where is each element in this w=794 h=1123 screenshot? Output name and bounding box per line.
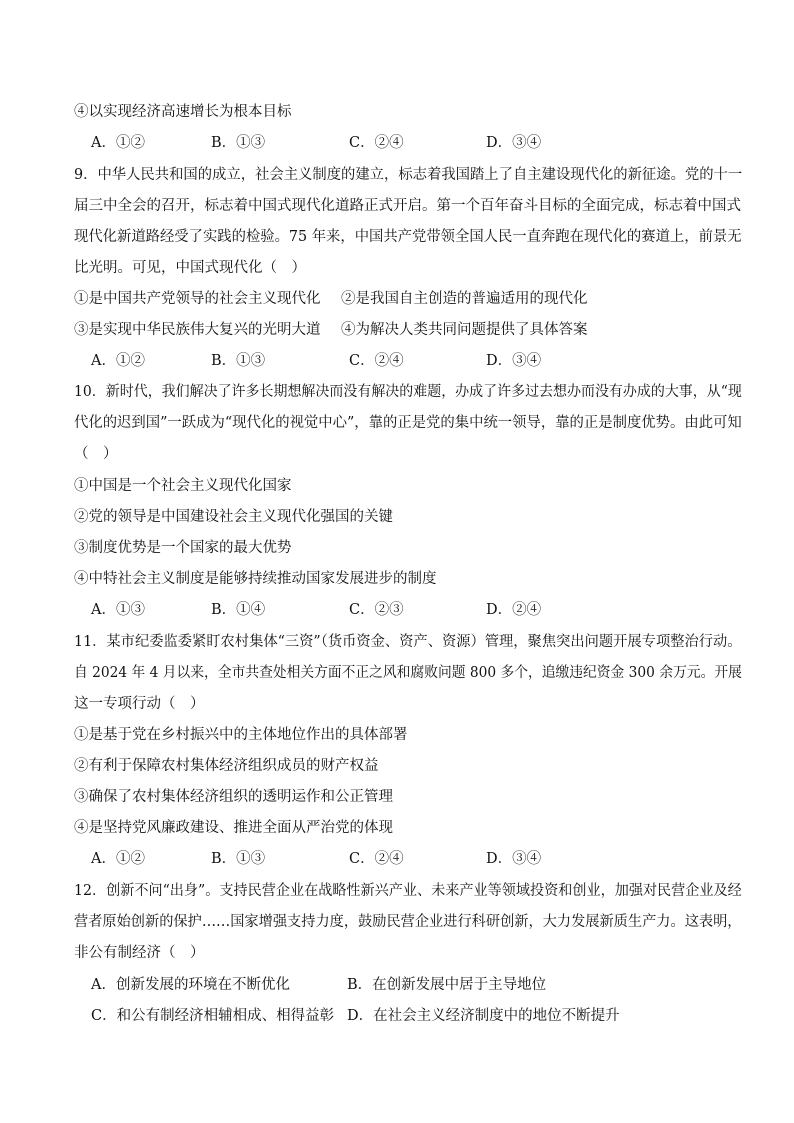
q9-option-d[interactable]: D．③④ [486,353,542,369]
q10-option-b[interactable]: B．①④ [211,602,266,618]
q11-statement-2: ②有利于保障农村集体经济组织成员的财产权益 [74,758,379,774]
q9-option-a[interactable]: A．①② [91,353,145,369]
q9-stem-line-1: 9．中华人民共和国的成立，社会主义制度的建立，标志着我国踏上了自主建设现代化的新征途。党的十一 [74,167,743,183]
q11-option-a[interactable]: A．①② [91,851,145,867]
q10-stem-line-1: 10．新时代，我们解决了许多长期想解决而没有解决的难题，办成了许多过去想办而没有办成的大事，从“现 [74,384,742,400]
q9-statement-2: ②是我国自主创造的普遍适用的现代化 [341,291,588,307]
q10-statement-3: ③制度优势是一个国家的最大优势 [74,540,292,556]
q8-option-a[interactable]: A．①② [91,135,145,151]
q10-option-c[interactable]: C．②③ [349,602,404,618]
q9-statement-1: ①是中国共产党领导的社会主义现代化 [74,291,321,307]
q9-stem-line-4: 比光明。可见，中国式现代化（ ） [74,260,306,276]
q9-statement-4: ④为解决人类共同问题提供了具体答案 [341,322,588,338]
q11-option-b[interactable]: B．①③ [211,851,266,867]
q12-option-c[interactable]: C．和公有制经济相辅相成、相得益彰 [91,1008,335,1024]
q11-option-d[interactable]: D．③④ [486,851,542,867]
q10-statement-4: ④中特社会主义制度是能够持续推动国家发展进步的制度 [74,571,437,587]
q10-option-a[interactable]: A．①③ [91,602,145,618]
q9-stem-line-2: 届三中全会的召开，标志着中国式现代化道路正式开启。第一个百年奋斗目标的全面完成，标志着中国式 [74,198,741,214]
q10-option-d[interactable]: D．②④ [486,602,542,618]
q9-option-c[interactable]: C．②④ [349,353,404,369]
q9-stem-line-3: 现代化新道路经受了实践的检验。75 年来，中国共产党带领全国人民一直奔跑在现代化的赛道上，前景无 [74,229,742,245]
q11-statement-3: ③确保了农村集体经济组织的透明运作和公正管理 [74,789,393,805]
q8-option-b[interactable]: B．①③ [211,135,266,151]
q9-option-b[interactable]: B．①③ [211,353,266,369]
q10-stem-line-2: 代化的迟到国”一跃成为“现代化的视觉中心”，靠的正是党的集中统一领导，靠的正是制度优势。由此可知 [74,415,742,431]
q12-option-d[interactable]: D．在社会主义经济制度中的地位不断提升 [347,1008,620,1024]
q12-stem-line-3: 非公有制经济（ ） [74,945,205,961]
q11-option-c[interactable]: C．②④ [349,851,404,867]
q10-stem-line-3: （ ） [74,446,118,462]
q8-option-d[interactable]: D．③④ [486,135,542,151]
q12-option-a[interactable]: A．创新发展的环境在不断优化 [91,977,290,993]
q11-stem-line-3: 这一专项行动（ ） [74,696,205,712]
q11-stem-line-2: 自 2024 年 4 月以来，全市共查处相关方面不正之风和腐败问题 800 多个，追缴违纪资金 300 余万元。开展 [74,665,742,681]
q10-statement-2: ②党的领导是中国建设社会主义现代化强国的关键 [74,509,393,525]
q12-stem-line-1: 12．创新不问“出身”。支持民营企业在战略性新兴产业、未来产业等领域投资和创业，加强对民营企业及经 [74,883,742,899]
q11-stem-line-1: 11．某市纪委监委紧盯农村集体“三资”（货币资金、资产、资源）管理，聚焦突出问题开展专项整治行动。 [74,634,742,650]
q12-stem-line-2: 营者原始创新的保护……国家增强支持力度，鼓励民营企业进行科研创新，大力发展新质生产力。这表明， [74,914,742,930]
q12-option-b[interactable]: B．在创新发展中居于主导地位 [347,977,547,993]
q8-option-c[interactable]: C．②④ [349,135,404,151]
q11-statement-1: ①是基于党在乡村振兴中的主体地位作出的具体部署 [74,727,408,743]
q11-statement-4: ④是坚持党风廉政建设、推进全面从严治党的体现 [74,820,393,836]
q8-statement-4: ④以实现经济高速增长为根本目标 [74,104,292,120]
q10-statement-1: ①中国是一个社会主义现代化国家 [74,478,292,494]
q9-statement-3: ③是实现中华民族伟大复兴的光明大道 [74,322,321,338]
